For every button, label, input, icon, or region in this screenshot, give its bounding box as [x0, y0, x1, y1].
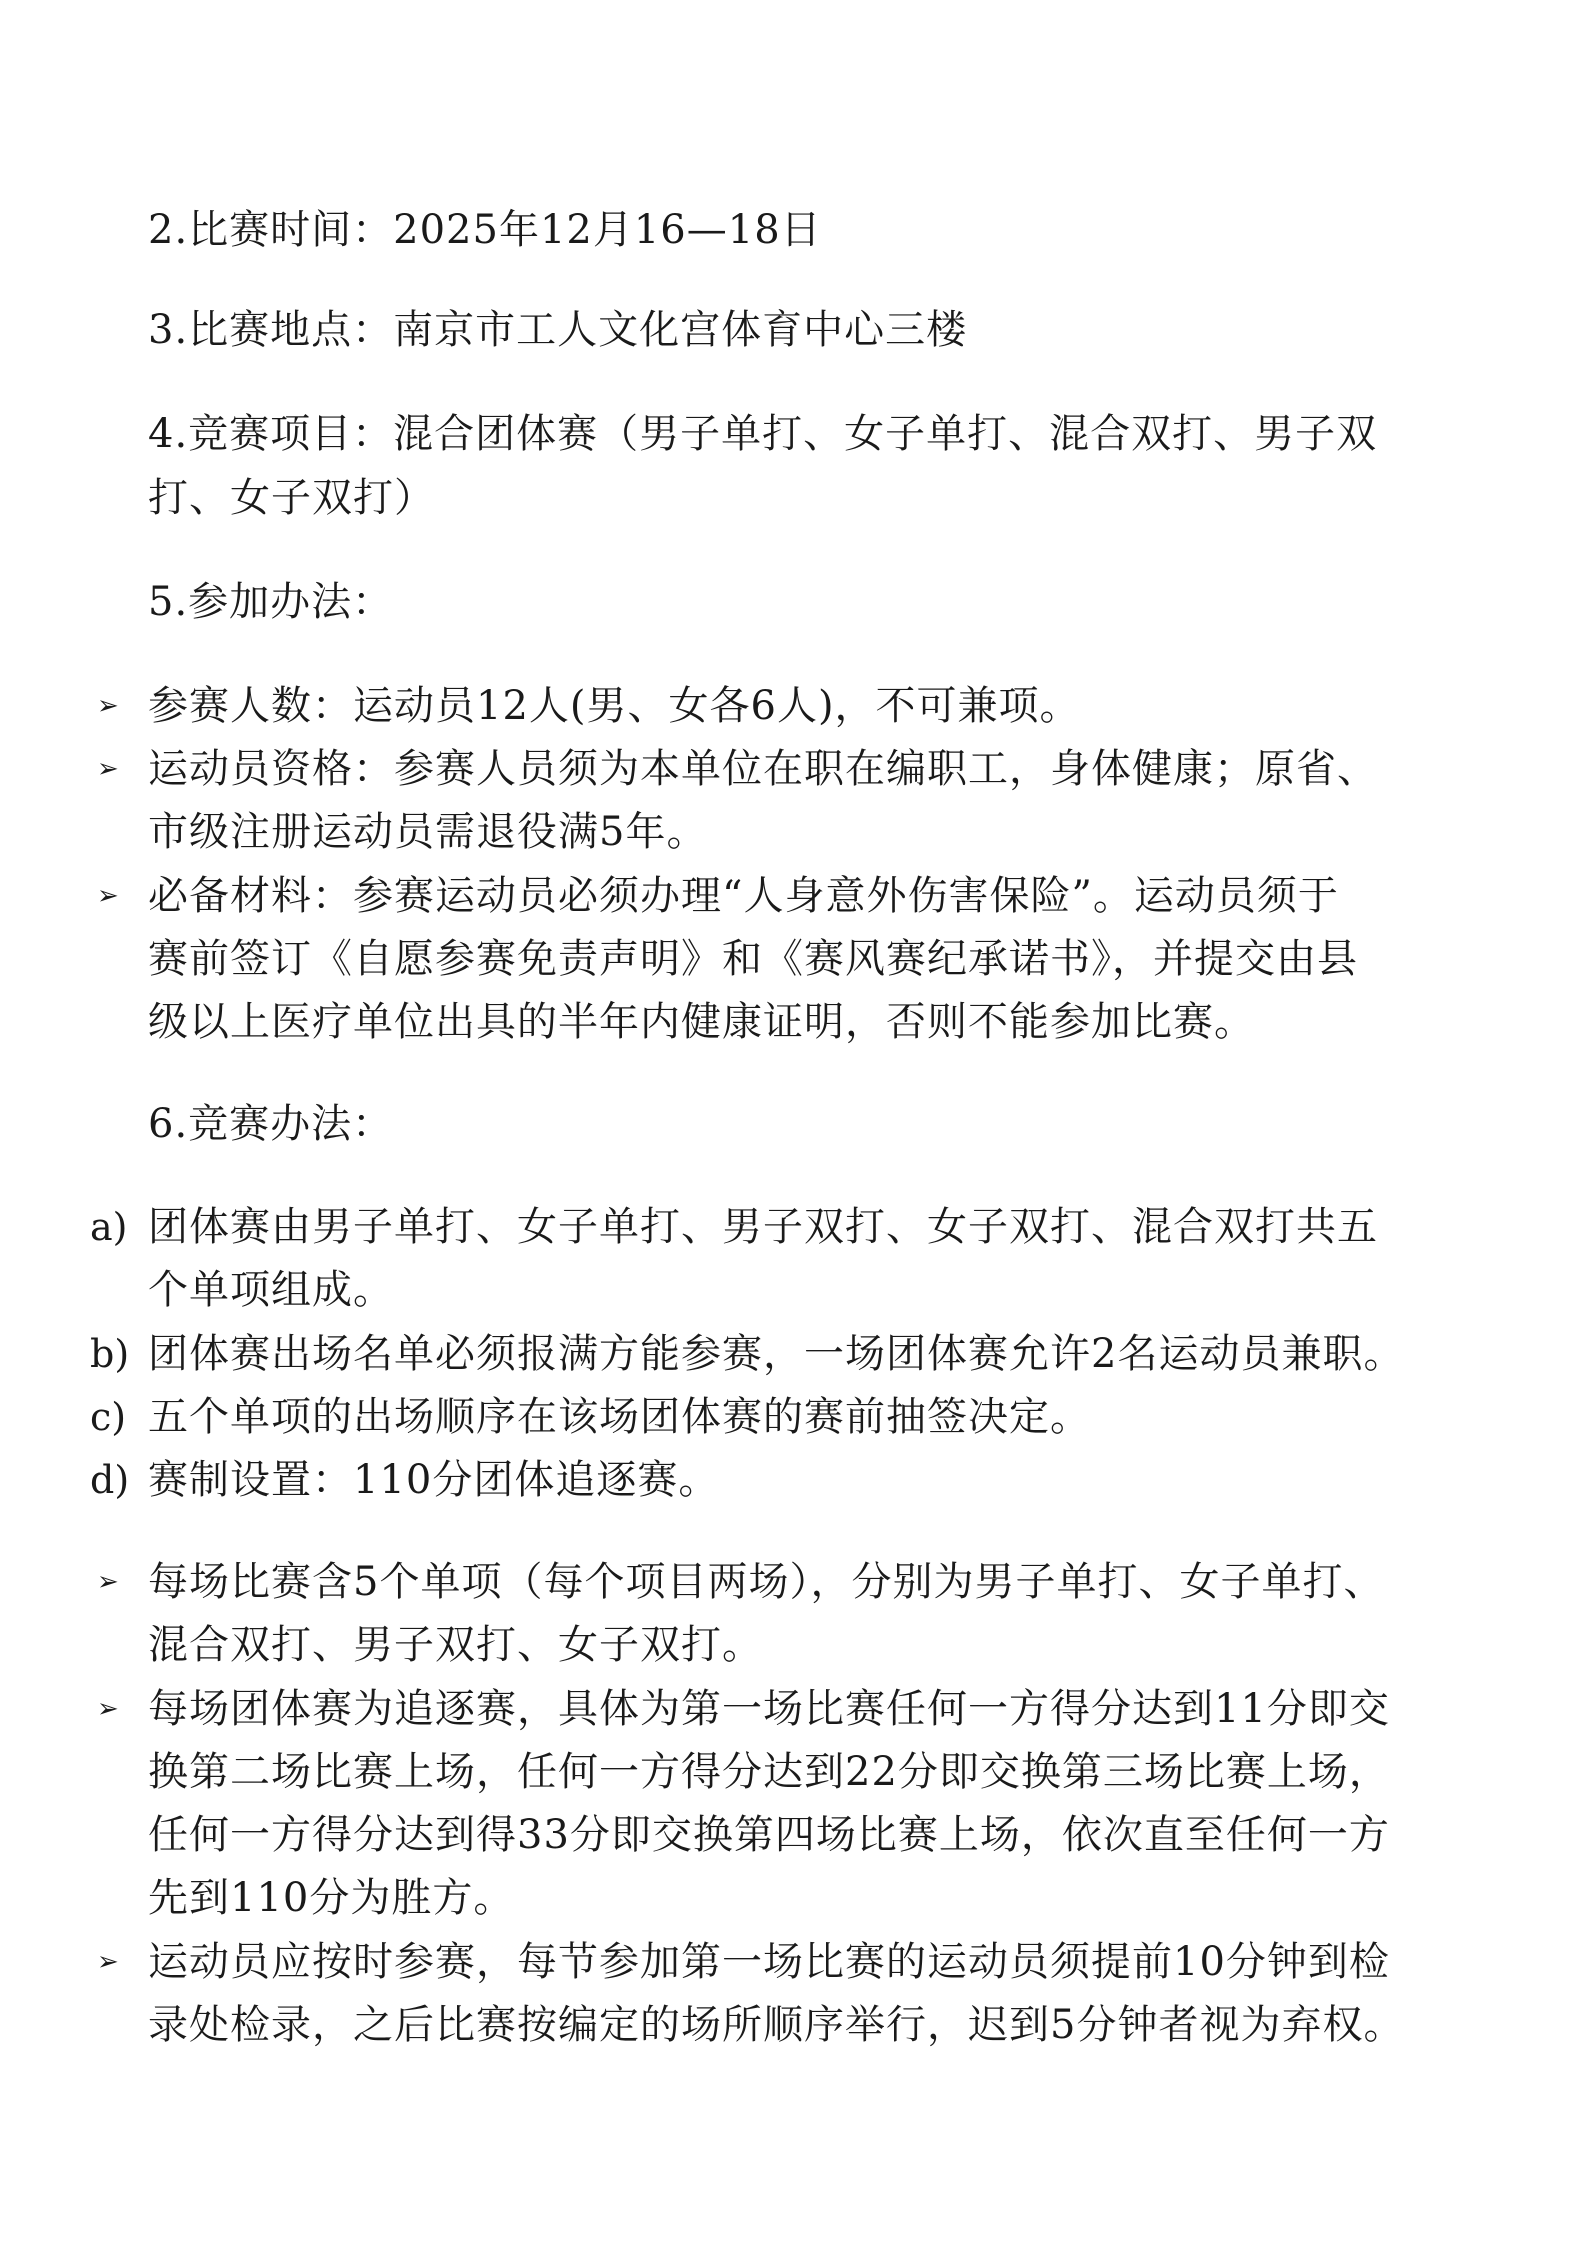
- bullet-arrow-icon: ➢: [97, 1694, 119, 1724]
- item-5-bullet-1-line-1: 参赛人数：运动员12人(男、女各6人)，不可兼项。: [148, 683, 1081, 729]
- item-6-a-line-2: 个单项组成。: [148, 1267, 394, 1313]
- item-6-bullet-3-line-1: 运动员应按时参赛，每节参加第一场比赛的运动员须提前10分钟到检: [148, 1939, 1390, 1985]
- item-5-bullet-2-line-1: 运动员资格：参赛人员须为本单位在职在编职工，身体健康；原省、: [148, 746, 1378, 792]
- item-4-line-1: 4.竞赛项目：混合团体赛（男子单打、女子单打、混合双打、男子双: [148, 411, 1378, 457]
- item-5-bullet-3-line-3: 级以上医疗单位出具的半年内健康证明，否则不能参加比赛。: [148, 999, 1255, 1045]
- item-5-bullet-2-line-2: 市级注册运动员需退役满5年。: [148, 809, 708, 855]
- bullet-arrow-icon: ➢: [97, 1567, 119, 1597]
- item-5-bullet-3-line-1: 必备材料：参赛运动员必须办理“人身意外伤害保险”。运动员须于: [148, 873, 1339, 919]
- bullet-arrow-icon: ➢: [97, 1947, 119, 1977]
- item-3-location: 3.比赛地点：南京市工人文化宫体育中心三楼: [148, 307, 968, 353]
- list-marker-c: c): [90, 1395, 127, 1439]
- item-2-time: 2.比赛时间：2025年12月16—18日: [148, 207, 822, 253]
- list-marker-a: a): [90, 1205, 128, 1249]
- bullet-arrow-icon: ➢: [97, 881, 119, 911]
- item-6-bullet-3-line-2: 录处检录，之后比赛按编定的场所顺序举行，迟到5分钟者视为弃权。: [148, 2002, 1405, 2048]
- item-6-bullet-1-line-2: 混合双打、男子双打、女子双打。: [148, 1622, 763, 1668]
- item-6-bullet-2-line-1: 每场团体赛为追逐赛，具体为第一场比赛任何一方得分达到11分即交: [148, 1686, 1390, 1732]
- bullet-arrow-icon: ➢: [97, 754, 119, 784]
- item-6-d-line-1: 赛制设置：110分团体追逐赛。: [148, 1457, 720, 1503]
- bullet-arrow-icon: ➢: [97, 691, 119, 721]
- list-marker-d: d): [90, 1458, 130, 1502]
- item-6-bullet-2-line-2: 换第二场比赛上场，任何一方得分达到22分即交换第三场比赛上场，: [148, 1749, 1390, 1795]
- item-4-line-2: 打、女子双打）: [148, 475, 435, 521]
- item-5-heading: 5.参加办法：: [148, 579, 394, 625]
- item-6-a-line-1: 团体赛由男子单打、女子单打、男子双打、女子双打、混合双打共五: [148, 1204, 1378, 1250]
- item-6-c-line-1: 五个单项的出场顺序在该场团体赛的赛前抽签决定。: [148, 1394, 1091, 1440]
- item-6-b-line-1: 团体赛出场名单必须报满方能参赛，一场团体赛允许2名运动员兼职。: [148, 1331, 1405, 1377]
- item-6-bullet-2-line-4: 先到110分为胜方。: [148, 1875, 515, 1921]
- item-6-heading: 6.竞赛办法：: [148, 1101, 394, 1147]
- list-marker-b: b): [90, 1332, 130, 1376]
- item-6-bullet-1-line-1: 每场比赛含5个单项（每个项目两场），分别为男子单打、女子单打、: [148, 1559, 1385, 1605]
- item-6-bullet-2-line-3: 任何一方得分达到得33分即交换第四场比赛上场，依次直至任何一方: [148, 1812, 1390, 1858]
- item-5-bullet-3-line-2: 赛前签订《自愿参赛免责声明》和《赛风赛纪承诺书》，并提交由县: [148, 936, 1358, 982]
